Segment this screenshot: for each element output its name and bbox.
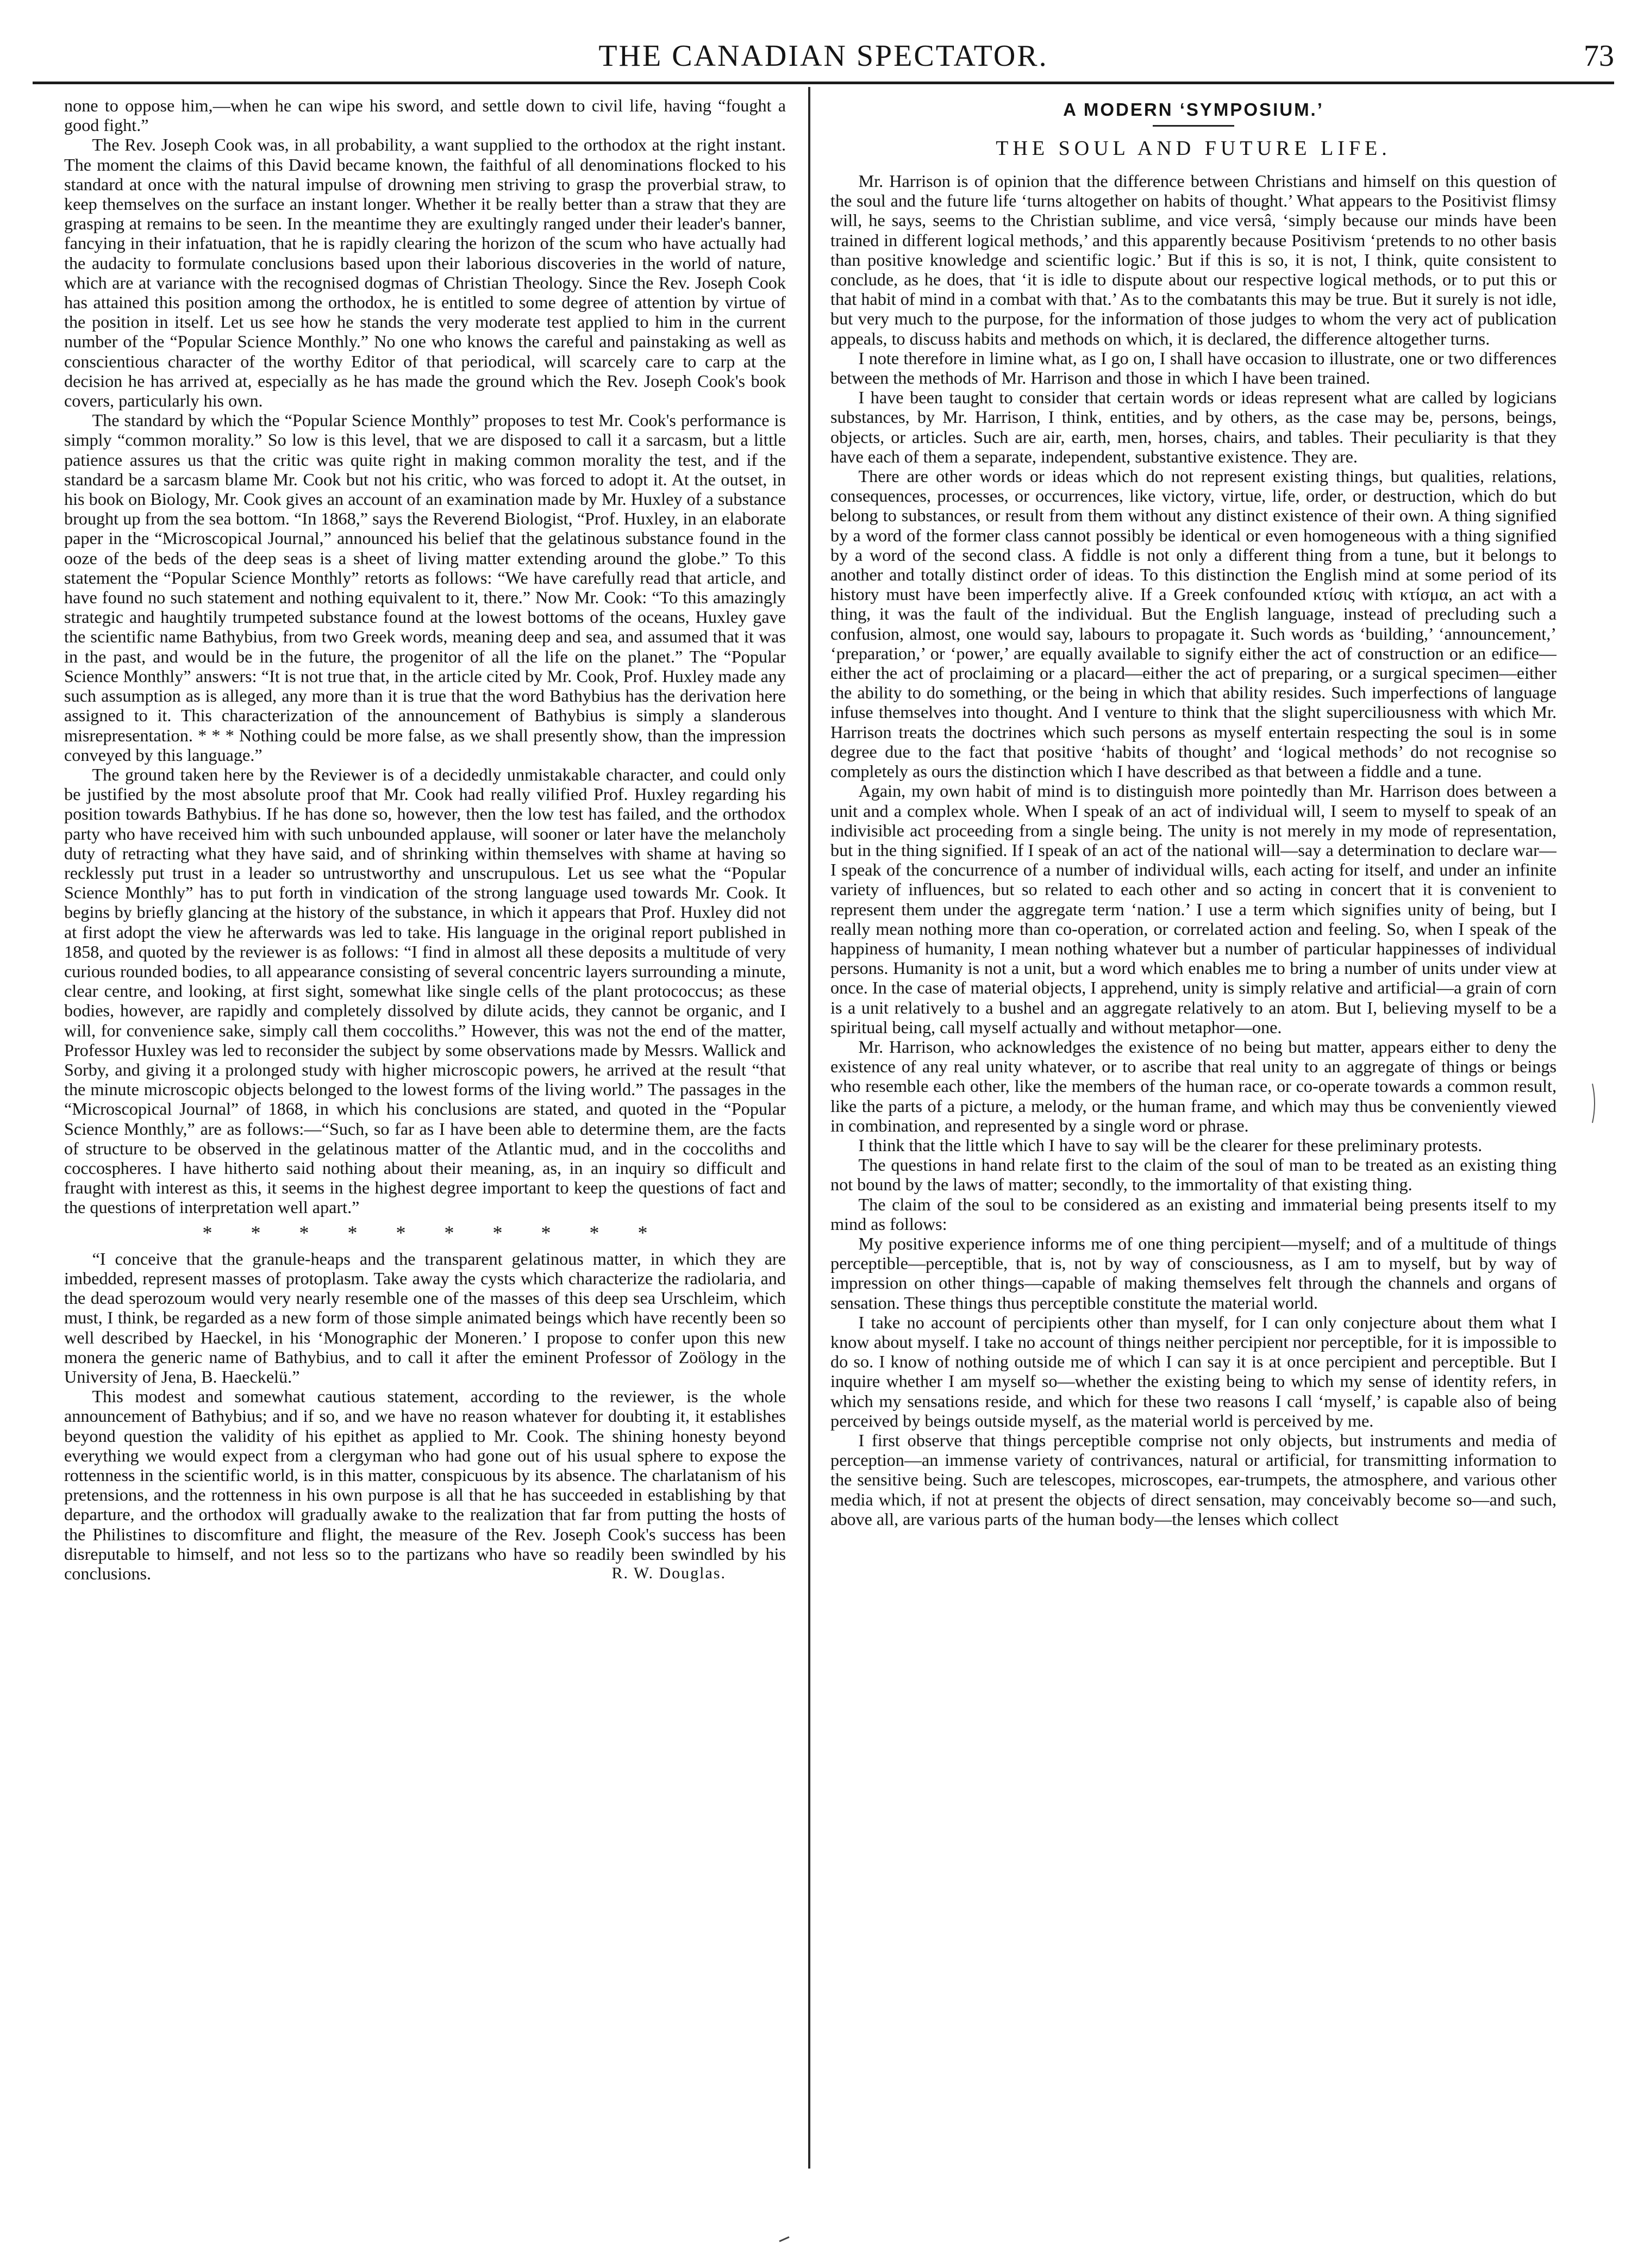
right-paragraph-11: I take no account of percipients other than myself, for I can only conjecture about them what I know about myself. I take no account of things neither percipient nor perceptible, for it is impossible to do so. I know of nothing outside me of which I can say it is at once percipient and perceptible. But I inquire whether I am myself so—whether the existing being to which my sense of identity refers, in which my sensations reside, and which for these two reasons I call ‘myself,’ is capable also of being perceived by beings outside myself, as the material world is perceived by me.	[830, 1312, 1557, 1430]
left-paragraph-3: The standard by which the “Popular Science Monthly” proposes to test Mr. Cook's performance is simply “common morality.” So low is this level, that we are disposed to call it a sarcasm, but a little patience assures us that the critic was quite right in making common morality the test, and if the standard be a sarcasm blame Mr. Cook but not his critic, who was forced to adopt it. At the outset, in his book on Biology, Mr. Cook gives an account of an examination made by Mr. Huxley of a substance brought up from the sea bottom. “In 1868,” says the Reverend Biologist, “Prof. Huxley, in an elaborate paper in the “Microscopical Journal,” announced his belief that the gelatinous substance found in the ooze of the beds of the deep seas is a sheet of living matter extending around the globe.” To this statement the “Popular Science Monthly” retorts as follows: “We have carefully read that article, and have found no such statement and nothing equivalent to it, there.” Now Mr. Cook: “To this amazingly strategic and haughtily trumpeted substance found at the lowest bottoms of the oceans, Huxley gave the scientific name Bathybius, from two Greek words, meaning deep and sea, and assumed that it was in the past, and would be in the future, the progenitor of all the life on the planet.” The “Popular Science Monthly” answers: “It is not true that, in the article cited by Mr. Cook, Prof. Huxley made any such assumption as is alleged, any more than it is true that the word Bathybius has the derivation here assigned to it. This characterization of the announcement of Bathybius is simply a slanderous misrepresentation. * * * Nothing could be more false, as we shall presently show, than the impression conveyed by this language.”	[64, 410, 786, 765]
right-paragraph-12: I first observe that things perceptible comprise not only objects, but instruments and media of perception—an immense variety of contrivances, natural or artificial, for transmitting information to the sensitive being. Such are telescopes, microscopes, ear-trumpets, the atmosphere, and various other media which, if not at present the objects of direct sensation, may conceivably become so—and such, above all, are various parts of the human body—the lenses which collect	[830, 1430, 1557, 1529]
right-paragraph-10: My positive experience informs me of one thing percipient—myself; and of a multitude of things perceptible—perceptible, that is, not by way of consciousness, as I am to myself, but by way of impression on other things—capable of making themselves felt through the channels and organs of sensation. These things thus perceptible constitute the material world.	[830, 1233, 1557, 1313]
left-paragraph-5: “I conceive that the granule-heaps and the transparent gelatinous matter, in which they are imbedded, represent masses of protoplasm. Take away the cysts which characterize the radiolaria, and the dead sperozoum would very nearly resemble one of the masses of this deep sea Urschleim, which must, I think, be regarded as a new form of those simple animated beings which have recently been so well described by Haeckel, in his ‘Monographic der Moneren.’ I propose to confer upon this new monera the generic name of Bathybius, and to call it after the eminent Professor of Zoölogy in the University of Jena, B. Haeckelü.”	[64, 1248, 786, 1386]
left-paragraph-6	[64, 1386, 786, 1583]
right-paragraph-5: Again, my own habit of mind is to distinguish more pointedly than Mr. Harrison does between a unit and a complex whole. When I speak of an act of individual will, I seem to myself to speak of an indivisible act proceeding from a single being. The unity is not merely in my mode of representation, but in the thing signified. If I speak of an act of the national will—say a determination to declare war—I speak of the concurrence of a number of individual wills, each acting for itself, and under an infinite variety of influences, but so related to each other and so acting in concert that it is convenient to represent them under the aggregate term ‘nation.’ I use a term which signifies unity of being, but I really mean nothing more than co-operation, or correlated action and feeling. So, when I speak of the happiness of humanity, I mean nothing whatever but a number of particular happinesses of individual persons. Humanity is not a unit, but a word which enables me to bring a number of units under view at once. In the case of material objects, I apprehend, unity is simply relative and artificial—a grain of corn is a unit relatively to a bushel and an aggregate relatively to an atom. But I, believing myself to be a spiritual being, call myself actually and without metaphor—one.	[830, 781, 1557, 1037]
left-paragraph-4: The ground taken here by the Reviewer is of a decidedly unmistakable character, and could only be justified by the most absolute proof that Mr. Cook had really vilified Prof. Huxley regarding his position towards Bathybius. If he has done so, however, then the low test has failed, and the orthodox party who have received him with such unbounded applause, will sooner or later have the melancholy duty of retracting what they have said, and of shrinking within themselves with shame at having so recklessly put trust in a leader so untrustworthy and unscrupulous. Let us see what the “Popular Science Monthly” has to put forth in vindication of the strong language used towards Mr. Cook. It begins by briefly glancing at the history of the substance, in which it appears that Prof. Huxley did not at first adopt the view he afterwards was led to take. His language in the original report published in 1858, and quoted by the reviewer is as follows: “I find in almost all these deposits a multitude of very curious rounded bodies, to all appearance consisting of several concentric layers surrounding a minute, clear centre, and looking, at first sight, somewhat like single cells of the plant protococcus; as these bodies, however, are rapidly and completely dissolved by dilute acids, they cannot be organic, and I will, for convenience sake, simply call them coccoliths.” However, this was not the end of the matter, Professor Huxley was led to reconsider the subject by some observations made by Messrs. Wallick and Sorby, and giving it a prolonged study with higher microscopic powers, he arrived at the result “that the minute microscopic objects belonged to the lowest forms of the living world.” The passages in the “Microscopical Journal” of 1868, in which his conclusions are stated, and quoted in the “Popular Science Monthly,” are as follows:—“Such, so far as I have been able to determine them, are the facts of structure to be observed in the gelatinous matter of the Atlantic mud, and in the coccoliths and coccospheres. I have hitherto said nothing about their meaning, as, in an inquiry so difficult and fraught with interest as this, it seems in the highest degree important to keep the questions of fact and the questions of interpretation well apart.”	[64, 764, 786, 1217]
running-header	[33, 30, 1614, 79]
author-signature: R. W. Douglas.	[611, 1564, 726, 1583]
left-paragraph-1: none to oppose him,—when he can wipe his sword, and settle down to civil life, having “fought a good fight.”	[64, 96, 786, 135]
closing-paragraph-text: This modest and somewhat cautious statement, according to the reviewer, is the whole announcement of Bathybius; and if so, and we have no reason whatever for doubting it, it establishes beyond question the validity of his epithet as applied to Mr. Cook. The shining honesty beyond everything we would expect from a clergyman who had gone out of his usual sphere to expose the rottenness in the scientific world, is in this matter, conspicuous by its absence. The charlatanism of his pretensions, and the rottenness in his own purpose is all that he has succeeded in establishing by that departure, and the orthodox will gradually awake to the realization that far from putting the hosts of the Philistines to discomfiture and flight, the measure of the Rev. Joseph Cook's success has been disreputable to himself, and not less so to the partizans who have so readily been swindled by his conclusions.	[64, 1386, 786, 1584]
right-paragraph-3: I have been taught to consider that certain words or ideas represent what are called by logicians substances, by Mr. Harrison, I think, entities, and by others, as the case may be, persons, beings, objects, or articles. Such are air, earth, men, horses, chairs, and tables. Their peculiarity is that they have each of them a separate, independent, substantive existence. They are.	[830, 388, 1557, 466]
title-rule	[1153, 125, 1234, 127]
article-subtitle: THE SOUL AND FUTURE LIFE.	[996, 137, 1391, 160]
right-paragraph-2: I note therefore in limine what, as I go on, I shall have occasion to illustrate, one or two differences between the methods of Mr. Harrison and those in which I have been trained.	[830, 348, 1557, 388]
page-number: 73	[1584, 39, 1614, 73]
right-column	[830, 96, 1557, 2185]
right-paragraph-4: There are other words or ideas which do not represent existing things, but qualities, relations, consequences, processes, or occurrences, like victory, virtue, life, order, or destruction, which do but belong to substances, or result from them without any distinct existence of their own. A thing signified by a word of the former class cannot possibly be identical or even homogeneous with a thing signified by a word of the second class. A fiddle is not only a different thing from a tune, but it belongs to another and totally distinct order of ideas. To this distinction the English mind at some period of its history must have been imperfectly alive. If a Greek confounded κτίσις with κτίσμα, an act with a thing, it was the fault of the individual. But the English language, instead of precluding such a confusion, almost, one would say, labours to propagate it. Such words as ‘building,’ ‘announcement,’ ‘preparation,’ or ‘power,’ are equally available to signify either the act of construction or an edifice—either the act of proclaiming or a placard—either the act of preparing, or a surgical specimen—either the ability to do something, or the being in which that ability resides. Such imperfections of language infuse themselves into thought. And I venture to think that the slight superciliousness with which Mr. Harrison treats the doctrines which such persons as myself entertain respecting the soul is in some degree due to the fact that positive ‘habits of thought’ and ‘logical methods’ do not recognise so completely as ours the distinction which I have described as that between a fiddle and a tune.	[830, 466, 1557, 782]
right-paragraph-6: Mr. Harrison, who acknowledges the existence of no being but matter, appears either to deny the existence of any real unity whatever, or to ascribe that real unity to an aggregate of things or beings who resemble each other, like the members of the human race, or co-operate towards a common result, like the parts of a picture, a melody, or the human frame, and which may thus be conveniently viewed in combination, and represented by a single word or phrase.	[830, 1036, 1557, 1135]
article-title: A MODERN ‘SYMPOSIUM.’	[1063, 99, 1324, 120]
margin-mark-icon	[1590, 1082, 1600, 1125]
ink-speck-icon	[777, 2235, 793, 2244]
section-break-stars: * * * * * * * * * *	[202, 1221, 648, 1244]
journal-title: THE CANADIAN SPECTATOR.	[598, 39, 1048, 73]
right-paragraph-9: The claim of the soul to be considered as an existing and immaterial being presents itself to my mind as follows:	[830, 1194, 1557, 1234]
header-rule	[33, 82, 1614, 84]
column-divider	[808, 87, 810, 2169]
right-paragraph-7: I think that the little which I have to say will be the clearer for these preliminary protests.	[858, 1135, 1483, 1155]
left-paragraph-2: The Rev. Joseph Cook was, in all probability, a want supplied to the orthodox at the right instant. The moment the claims of this David became known, the faithful of all denominations flocked to his standard at once with the natural impulse of drowning men striving to grasp the proverbial straw, to keep themselves on the surface an instant longer. Whether it be really better than a straw that they are grasping at remains to be seen. In the meantime they are exultingly ranged under their leader's banner, fancying in their infatuation, that he is rapidly clearing the horizon of the scum who have actually had the audacity to formulate conclusions based upon their laborious discoveries in the world of nature, which are at variance with the recognised dogmas of Christian Theology. Since the Rev. Joseph Cook has attained this position among the orthodox, he is entitled to some degree of attention by virtue of the position in itself. Let us see how he stands the very moderate test applied to him in the current number of the “Popular Science Monthly.” No one who knows the careful and painstaking as well as conscientious character of the worthy Editor of that periodical, will scarcely care to carp at the decision he has arrived at, especially as he has made the ground which the Rev. Joseph Cook's book covers, particularly his own.	[64, 135, 786, 411]
right-paragraph-8: The questions in hand relate first to the claim of the soul of man to be treated as an existing thing not bound by the laws of matter; secondly, to the immortality of that existing thing.	[830, 1155, 1557, 1195]
left-column	[64, 96, 786, 2185]
right-paragraph-1: Mr. Harrison is of opinion that the difference between Christians and himself on this question of the soul and the future life ‘turns altogether on habits of thought.’ What appears to the Positivist flimsy will, he says, seems to the Christian sublime, and vice versâ, ‘simply because our minds have been trained in different logical methods,’ and this apparently because Positivism ‘pretends to no other basis than positive knowledge and scientific logic.’ But if this is so, it is not, I think, quite consistent to conclude, as he does, that ‘it is idle to dispute about our respective logical methods, or to put this or that habit of mind in a combat with that.’ As to the combatants this may be true. But it surely is not idle, but very much to the purpose, for the information of those judges to whom the very act of publication appeals, to discuss habits and methods on which, it is declared, the difference altogether turns.	[830, 171, 1557, 348]
